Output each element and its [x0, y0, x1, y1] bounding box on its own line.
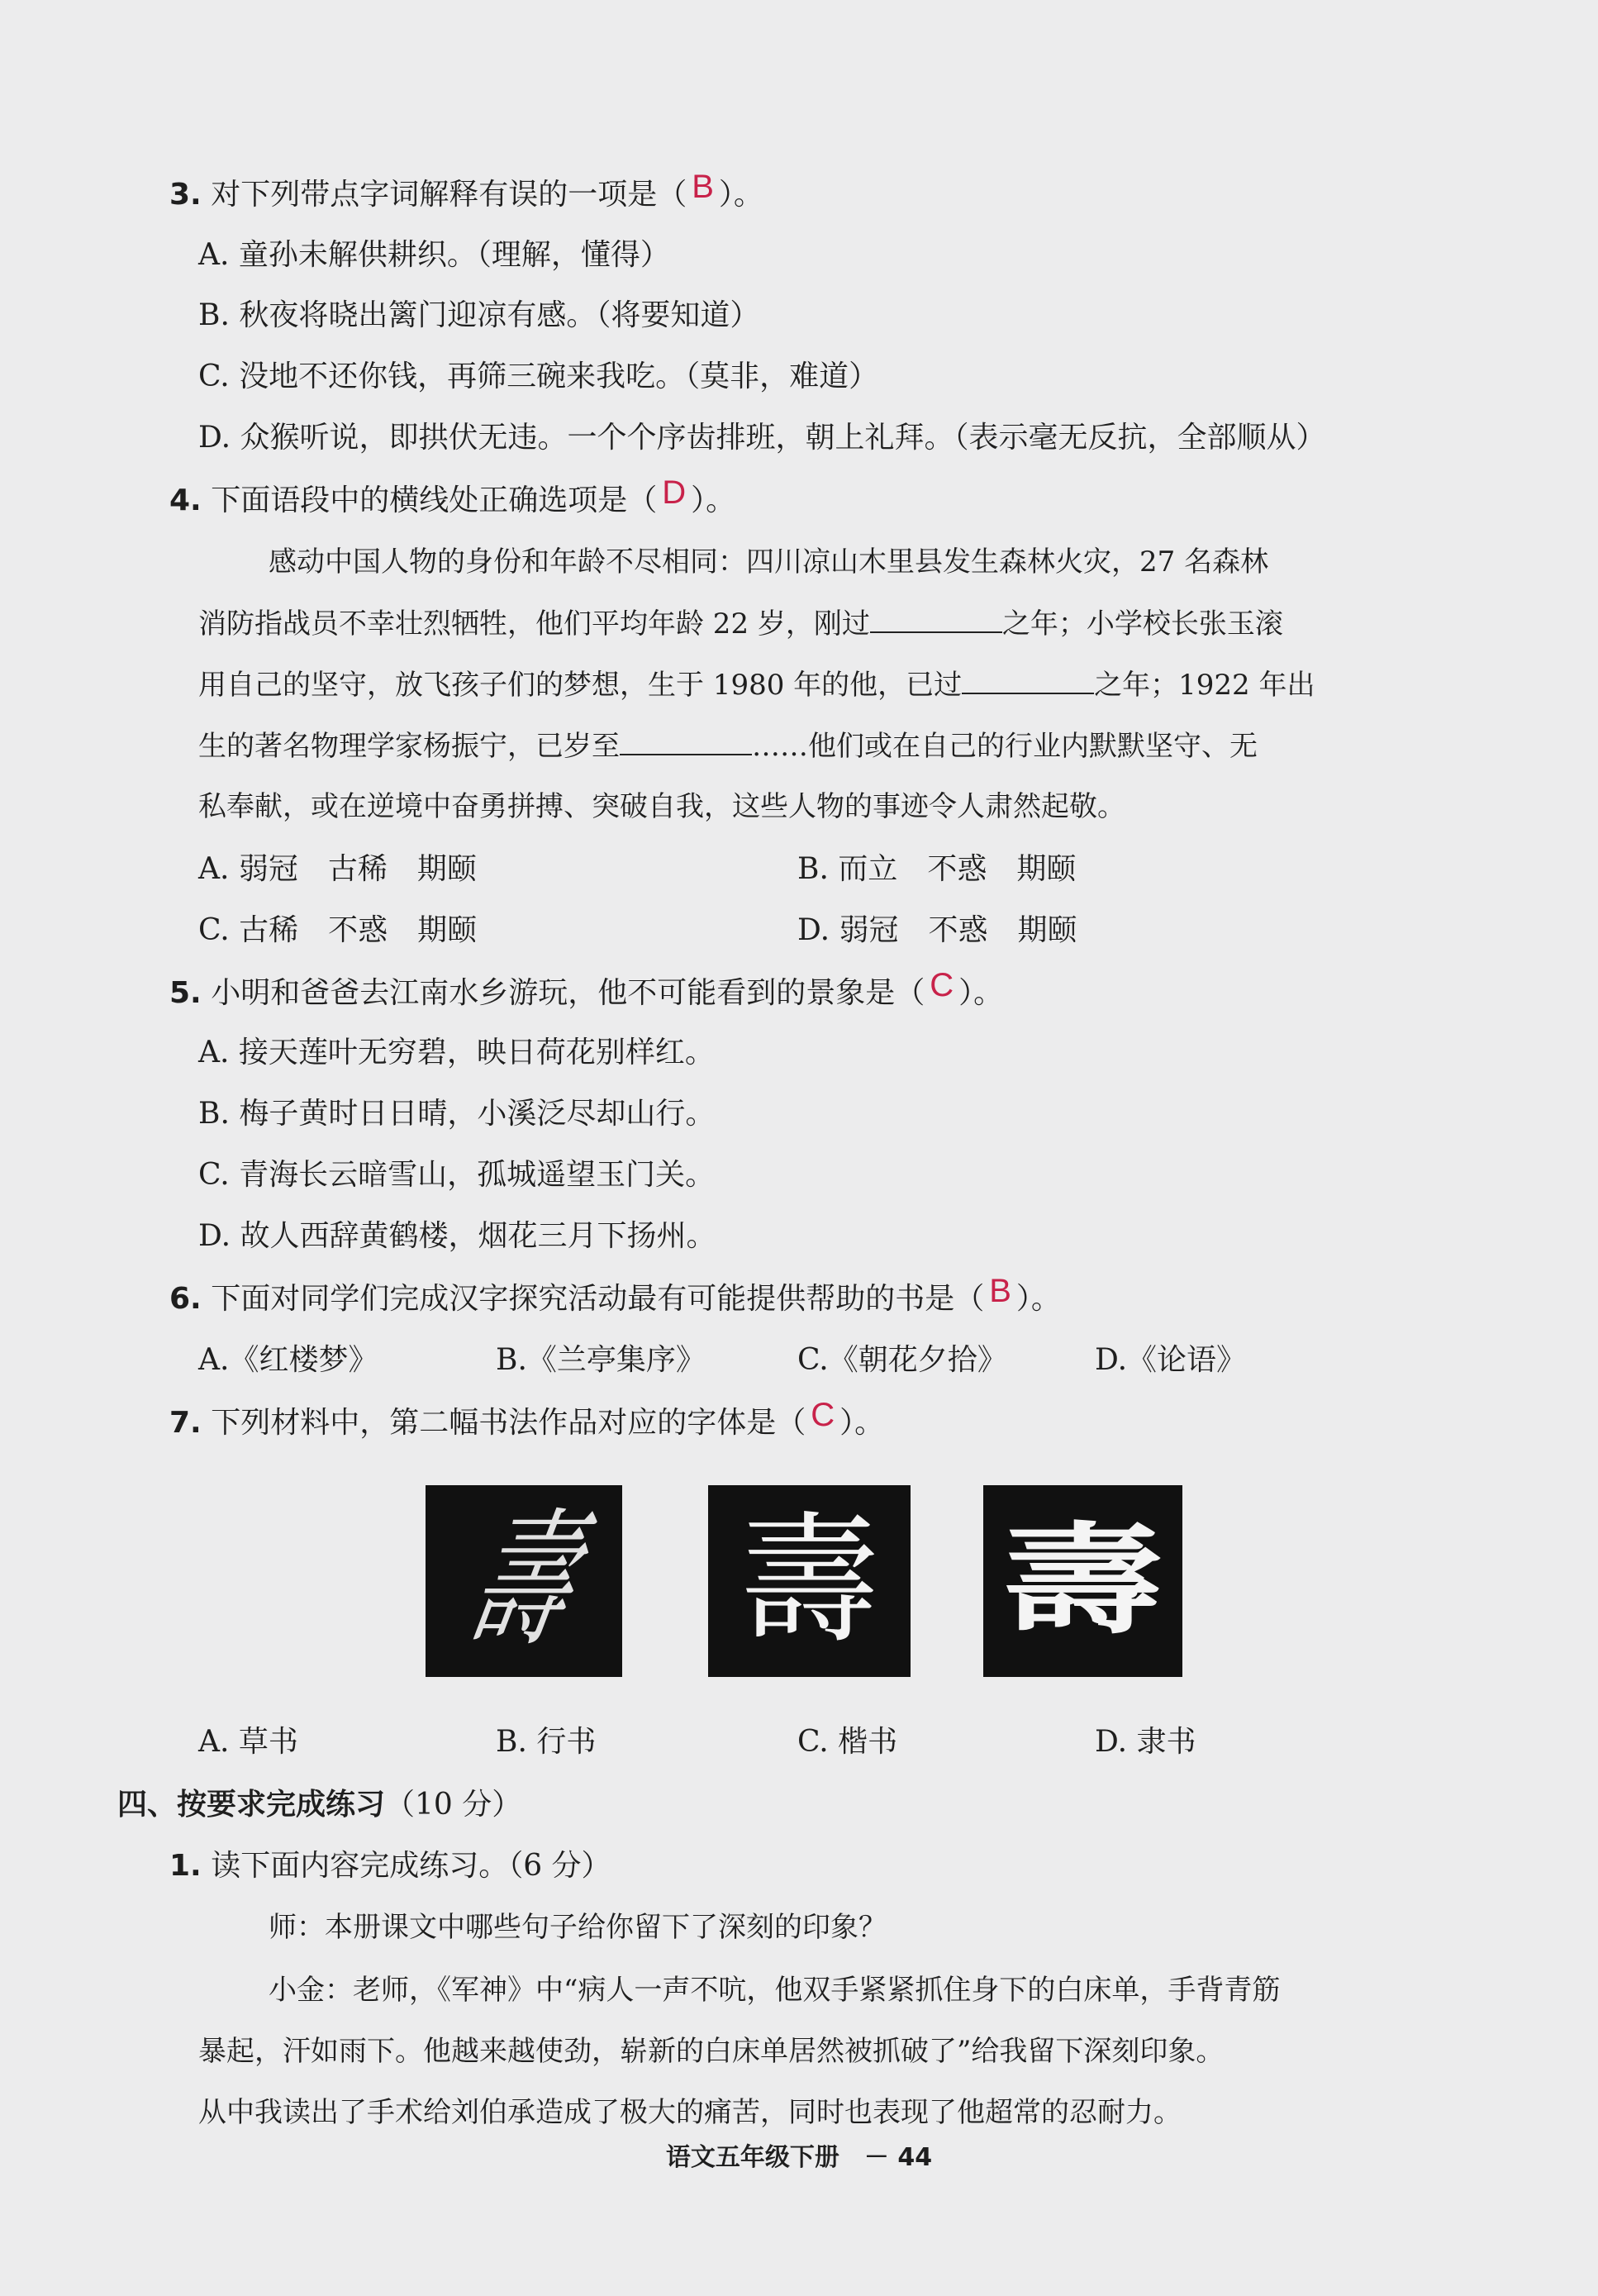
q3-number: 3. — [169, 178, 202, 212]
q7-option-a: A. 草书 — [198, 1725, 298, 1759]
xiaojin-line-2: 暴起，汗如雨下。他越来越使劲，崭新的白床单居然被抓破了”给我留下深刻印象。 — [198, 2035, 1225, 2068]
q4-passage-3b: 之年；1922 年出 — [1094, 669, 1315, 702]
q4-passage-line-5: 私奉献，或在逆境中奋勇拼搏、突破自我，这些人物的事迹令人肃然起敬。 — [198, 790, 1125, 823]
q5-option-b: B. 梅子黄时日日晴，小溪泛尽却山行。 — [198, 1097, 716, 1131]
q3-stem-end: ）。 — [718, 178, 763, 212]
q4-blank-1 — [870, 603, 1002, 633]
q4-passage-line-1: 感动中国人物的身份和年龄不尽相同：四川凉山木里县发生森林火灾，27 名森林 — [269, 545, 1269, 579]
q7-option-c: C. 楷书 — [797, 1725, 898, 1759]
q4-stem-text: 下面语段中的横线处正确选项是（ — [211, 483, 658, 517]
section-4-q1 — [169, 1846, 611, 1886]
xiaojin-line-1: 小金：老师，《军神》中“病人一声不吭，他双手紧紧抓住身下的白床单，手背青筋 — [269, 1974, 1281, 2007]
q5-option-a: A. 接天莲叶无穷碧，映日荷花别样红。 — [198, 1036, 715, 1069]
section-4-heading — [117, 1785, 521, 1825]
teacher-line: 师：本册课文中哪些句子给你留下了深刻的印象？ — [269, 1911, 887, 1944]
q7-number: 7. — [169, 1406, 202, 1440]
q7-option-d: D. 隶书 — [1095, 1725, 1196, 1759]
q4-passage-3a: 用自己的坚守，放飞孩子们的梦想，生于 1980 年的他，已过 — [198, 669, 963, 702]
q3-option-b: B. 秋夜将晓出篱门迎凉有感。（将要知道） — [198, 298, 760, 332]
q6-option-d: D.《论语》 — [1095, 1343, 1247, 1377]
q4-answer: D — [662, 474, 687, 511]
q3-option-d: D. 众猴听说，即拱伏无违。一个个序齿排班，朝上礼拜。（表示毫无反抗，全部顺从） — [198, 421, 1326, 455]
q6-number: 6. — [169, 1282, 202, 1316]
q3-option-c: C. 没地不还你钱，再筛三碗来我吃。（莫非，难道） — [198, 360, 879, 393]
q5-option-d: D. 故人西辞黄鹤楼，烟花三月下扬州。 — [198, 1219, 716, 1253]
q4-passage-4a: 生的著名物理学家杨振宁，已岁至 — [198, 730, 620, 763]
q7-stem-end: ）。 — [839, 1406, 885, 1440]
q4-option-d: D. 弱冠 不惑 期颐 — [797, 913, 1077, 947]
calligraphy-sample-clerical — [983, 1485, 1182, 1677]
q4-option-c: C. 古稀 不惑 期颐 — [198, 913, 478, 947]
q4-stem — [169, 474, 736, 521]
q4-passage-line-2 — [198, 603, 1283, 644]
q6-option-b: B.《兰亭集序》 — [496, 1343, 706, 1377]
q4-option-b: B. 而立 不惑 期颐 — [797, 852, 1077, 886]
q4-option-a: A. 弱冠 古稀 期颐 — [198, 852, 477, 886]
q6-stem-text: 下面对同学们完成汉字探究活动最有可能提供帮助的书是（ — [211, 1282, 985, 1316]
q7-answer: C — [811, 1397, 835, 1433]
q5-number: 5. — [169, 976, 202, 1010]
section-4-score: （10 分） — [385, 1788, 522, 1822]
q4-stem-end: ）。 — [691, 483, 736, 517]
q3-answer: B — [692, 169, 714, 205]
q3-option-a: A. 童孙未解供耕织。（理解，懂得） — [198, 238, 670, 272]
q6-stem — [169, 1273, 1061, 1319]
q4-blank-2 — [962, 665, 1094, 694]
xiaojin-line-3: 从中我读出了手术给刘伯承造成了极大的痛苦，同时也表现了他超常的忍耐力。 — [198, 2096, 1182, 2129]
q5-stem — [169, 967, 1004, 1013]
q5-option-c: C. 青海长云暗雪山，孤城遥望玉门关。 — [198, 1158, 716, 1192]
section-4-q1-number: 1. — [169, 1849, 202, 1883]
calligraphy-char-1: 壽 — [456, 1495, 592, 1667]
q4-passage-line-4 — [198, 726, 1258, 766]
q4-passage-4b: ……他们或在自己的行业内默默坚守、无 — [752, 730, 1258, 763]
q5-answer: C — [930, 967, 954, 1003]
q4-number: 4. — [169, 483, 202, 517]
q3-stem — [169, 169, 763, 215]
q4-passage-2b: 之年；小学校长张玉滚 — [1001, 607, 1283, 641]
page-footer: 语文五年级下册 － 44 — [665, 2143, 933, 2172]
calligraphy-char-2: 壽 — [739, 1499, 880, 1663]
q6-option-a: A.《红楼梦》 — [198, 1343, 378, 1377]
q7-option-b: B. 行书 — [496, 1725, 597, 1759]
q7-stem — [169, 1397, 885, 1443]
q5-stem-text: 小明和爸爸去江南水乡游玩，他不可能看到的景象是（ — [211, 976, 925, 1010]
q7-stem-text: 下列材料中，第二幅书法作品对应的字体是（ — [211, 1406, 806, 1440]
section-4-q1-text: 读下面内容完成练习。（6 分） — [211, 1849, 611, 1883]
q6-option-c: C.《朝花夕拾》 — [797, 1343, 1007, 1377]
section-4-title: 四、按要求完成练习 — [117, 1788, 386, 1822]
q6-stem-end: ）。 — [1015, 1282, 1061, 1316]
q3-stem-text: 对下列带点字词解释有误的一项是（ — [211, 178, 687, 212]
calligraphy-sample-cursive — [426, 1485, 622, 1677]
q4-passage-line-3 — [198, 665, 1315, 705]
q4-blank-3 — [620, 726, 752, 755]
q6-answer: B — [989, 1273, 1011, 1309]
q4-passage-2a: 消防指战员不幸壮烈牺牲，他们平均年龄 22 岁，刚过 — [198, 607, 870, 641]
calligraphy-char-3: 壽 — [1001, 1511, 1164, 1651]
calligraphy-sample-regular — [708, 1485, 911, 1677]
q5-stem-end: ）。 — [958, 976, 1004, 1010]
